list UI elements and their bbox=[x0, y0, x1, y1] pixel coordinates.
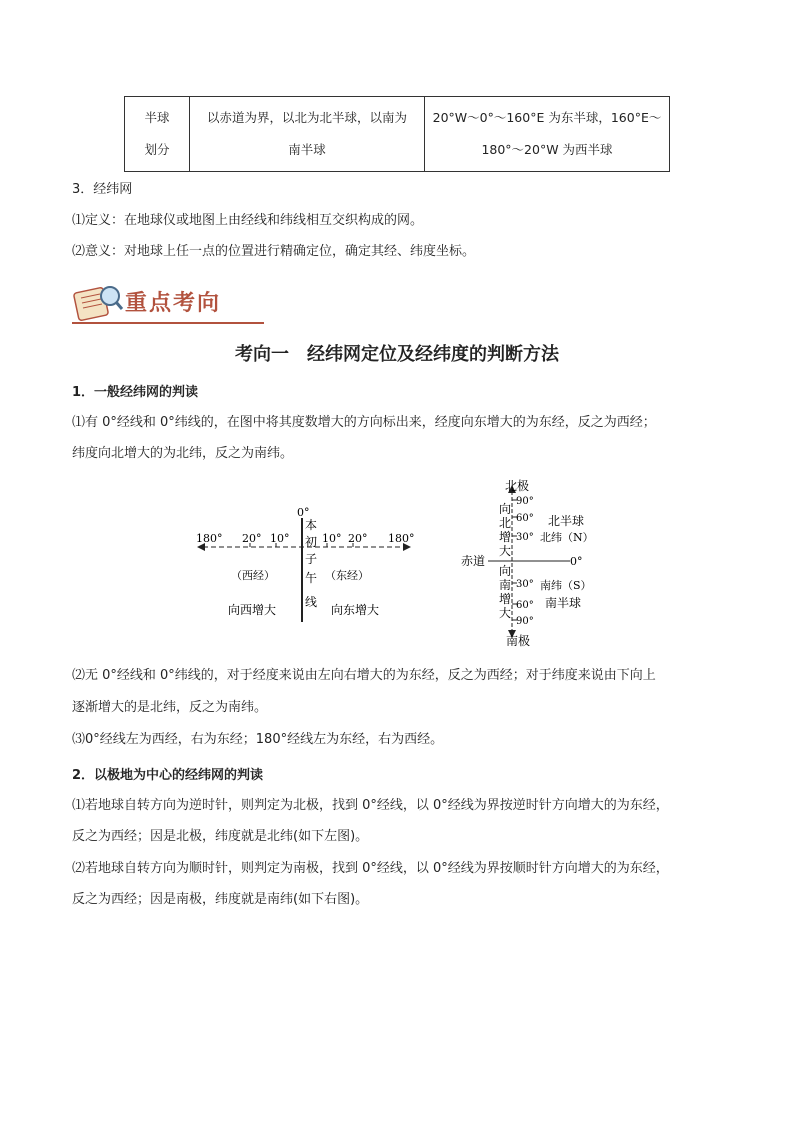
hemisphere-table bbox=[124, 96, 670, 172]
section-heading: 考向一 经纬网定位及经纬度的判断方法 bbox=[235, 344, 559, 365]
west-increase-label: 向西增大 bbox=[228, 603, 277, 617]
north-increase-char-3: 增 bbox=[499, 530, 512, 544]
ew-line2: 180°～20°W 为西半球 bbox=[481, 142, 613, 157]
west-longitude-label: （西经） bbox=[231, 569, 275, 582]
meridian-char-1: 本 bbox=[305, 518, 318, 532]
ew-line1: 20°W～0°～160°E 为东半球，160°E～ bbox=[432, 110, 662, 125]
north-increase-char-4: 大 bbox=[499, 544, 512, 558]
tick-n90: 90° bbox=[516, 496, 534, 507]
part1-p1-line2: 纬度向北增大的为北纬，反之为南纬。 bbox=[72, 446, 294, 461]
part2-p1-line1: ⑴若地球自转方向为逆时针，则判定为北极，找到 0°经线，以 0°经线为界按逆时针方向增大的为东经， bbox=[72, 798, 669, 813]
meridian-char-5: 线 bbox=[305, 595, 318, 609]
south-increase-char-1: 向 bbox=[499, 564, 512, 578]
table-cell-ew bbox=[425, 97, 670, 172]
north-increase-char-1: 向 bbox=[499, 502, 512, 516]
banner-title: 重点考向 bbox=[125, 290, 222, 316]
tick-right-10: 10° bbox=[322, 532, 342, 545]
table-cell-ns bbox=[190, 97, 425, 172]
section3-definition: ⑴定义：在地球仪或地图上由经线和纬线相互交织构成的网。 bbox=[72, 213, 424, 228]
part1-p3: ⑶0°经线左为西经，右为东经；180°经线左为东经，右为西经。 bbox=[72, 732, 444, 747]
table-cell-label bbox=[125, 97, 190, 172]
south-pole-label: 南极 bbox=[506, 634, 531, 648]
part1-p2-line1: ⑵无 0°经线和 0°纬线的，对于经度来说由左向右增大的为东经，反之为西经；对于纬度来说由下向上 bbox=[72, 668, 656, 683]
notebook-magnifier-icon bbox=[72, 282, 124, 324]
table-row bbox=[125, 97, 670, 172]
section3-title: 3．经纬网 bbox=[72, 182, 133, 197]
zero-latitude-label: 0° bbox=[570, 555, 583, 568]
label-line2: 划分 bbox=[144, 142, 170, 157]
north-latitude-label: 北纬（N） bbox=[540, 531, 594, 544]
meridian-char-3: 子 bbox=[305, 552, 318, 566]
banner-underline bbox=[72, 322, 264, 324]
meridian-char-4: 午 bbox=[305, 571, 318, 585]
tick-left-20: 20° bbox=[242, 532, 262, 545]
north-pole-label: 北极 bbox=[505, 479, 530, 493]
tick-s90: 90° bbox=[516, 616, 534, 627]
part1-p2-line2: 逐渐增大的是北纬，反之为南纬。 bbox=[72, 700, 268, 715]
south-increase-char-3: 增 bbox=[499, 592, 512, 606]
tick-right-20: 20° bbox=[348, 532, 368, 545]
label-line1: 半球 bbox=[144, 110, 170, 125]
zero-meridian-label: 0° bbox=[297, 506, 310, 519]
tick-n30: 30° bbox=[516, 532, 534, 543]
part2-title: 2．以极地为中心的经纬网的判读 bbox=[72, 768, 264, 783]
tick-left-180: 180° bbox=[196, 532, 223, 545]
south-increase-char-4: 大 bbox=[499, 606, 512, 620]
south-increase-char-2: 南 bbox=[499, 578, 512, 592]
tick-left-10: 10° bbox=[270, 532, 290, 545]
part2-p2-line1: ⑵若地球自转方向为顺时针，则判定为南极，找到 0°经线，以 0°经线为界按顺时针方向增大的为东经， bbox=[72, 861, 669, 876]
south-hemisphere-label: 南半球 bbox=[545, 596, 582, 610]
ns-line1: 以赤道为界，以北为北半球，以南为 bbox=[206, 110, 407, 125]
tick-s30: 30° bbox=[516, 579, 534, 590]
east-longitude-label: （东经） bbox=[325, 569, 369, 582]
section3-meaning: ⑵意义：对地球上任一点的位置进行精确定位，确定其经、纬度坐标。 bbox=[72, 244, 476, 259]
latitude-diagram bbox=[460, 477, 610, 649]
part1-p1-line1: ⑴有 0°经线和 0°纬线的，在图中将其度数增大的方向标出来，经度向东增大的为东经，反之为西经； bbox=[72, 415, 656, 430]
tick-right-180: 180° bbox=[388, 532, 415, 545]
part1-title: 1．一般经纬网的判读 bbox=[72, 385, 199, 400]
north-increase-char-2: 北 bbox=[499, 516, 512, 530]
east-increase-label: 向东增大 bbox=[331, 603, 380, 617]
north-hemisphere-label: 北半球 bbox=[548, 514, 585, 528]
south-latitude-label: 南纬（S） bbox=[540, 579, 592, 592]
tick-n60: 60° bbox=[516, 513, 534, 524]
part2-p2-line2: 反之为西经；因是南极，纬度就是南纬(如下右图)。 bbox=[72, 892, 369, 907]
tick-s60: 60° bbox=[516, 600, 534, 611]
equator-label: 赤道 bbox=[461, 554, 486, 568]
part2-p1-line2: 反之为西经；因是北极，纬度就是北纬(如下左图)。 bbox=[72, 829, 369, 844]
longitude-diagram bbox=[193, 500, 418, 625]
meridian-char-2: 初 bbox=[305, 535, 318, 549]
ns-line2: 南半球 bbox=[288, 142, 326, 157]
